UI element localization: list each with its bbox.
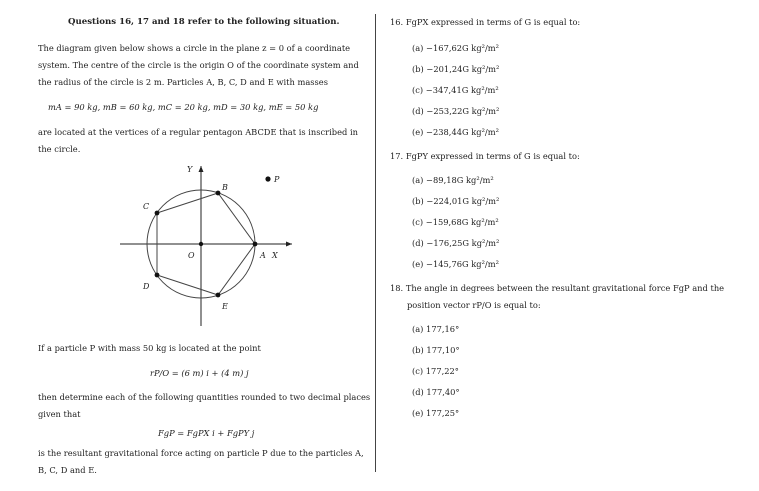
q18-option-a: (a) 177,16° — [412, 324, 460, 334]
q17-option-d: (d) −176,25G kg²/m² — [412, 238, 500, 248]
q16-option-d: (d) −253,22G kg²/m² — [412, 106, 500, 116]
y-axis-arrow-icon — [199, 166, 204, 172]
vertex-a — [253, 242, 258, 247]
label-a: A — [260, 251, 266, 260]
vertex-c — [155, 211, 160, 216]
q18-option-b: (b) 177,10° — [412, 345, 460, 355]
q18-option-e: (e) 177,25° — [412, 408, 460, 418]
resultant-line-2: B, C, D and E. — [38, 465, 97, 475]
vertex-d — [155, 273, 160, 278]
column-divider — [375, 14, 376, 472]
q17-option-b: (b) −224,01G kg²/m² — [412, 196, 500, 206]
q18-option-c: (c) 177,22° — [412, 366, 459, 376]
q18-stem-line-2: position vector rP/O is equal to: — [407, 300, 541, 310]
q17-option-c: (c) −159,68G kg²/m² — [412, 217, 499, 227]
label-d: D — [143, 282, 150, 291]
particle-p-line: If a particle P with mass 50 kg is located at the point — [38, 343, 261, 353]
masses-line: mA = 90 kg, mB = 60 kg, mC = 20 kg, mD = 30 kg, mE = 50 kg — [48, 102, 319, 112]
q18-option-d: (d) 177,40° — [412, 387, 460, 397]
resultant-line-1: is the resultant gravitational force acting on particle P due to the particles A, — [38, 448, 364, 458]
origin-point — [199, 242, 203, 246]
intro-line-3: the radius of the circle is 2 m. Particles A, B, C, D and E with masses — [38, 77, 328, 87]
point-p — [265, 176, 270, 181]
x-axis-label: X — [272, 251, 278, 260]
origin-label: O — [188, 251, 195, 260]
q16-stem: 16. FgPX expressed in terms of G is equal to: — [390, 17, 581, 27]
point-p-label: P — [274, 175, 280, 184]
q18-stem-line-1: 18. The angle in degrees between the resultant gravitational force FgP and the — [390, 283, 725, 293]
intro-line-1: The diagram given below shows a circle in the plane z = 0 of a coordinate — [38, 43, 351, 53]
q16-option-b: (b) −201,24G kg²/m² — [412, 64, 500, 74]
force-equation: FgP = FgPX i + FgPY j — [158, 428, 255, 438]
q17-option-a: (a) −89,18G kg²/m² — [412, 175, 494, 185]
intro-line-2: system. The centre of the circle is the origin O of the coordinate system and — [38, 60, 359, 70]
section-heading: Questions 16, 17 and 18 refer to the following situation. — [68, 17, 340, 27]
determine-line-2: given that — [38, 409, 81, 419]
position-equation: rP/O = (6 m) i + (4 m) j — [150, 368, 249, 378]
label-e: E — [222, 302, 228, 311]
vertex-e — [216, 293, 221, 298]
y-axis-label: Y — [187, 165, 193, 174]
q17-stem: 17. FgPY expressed in terms of G is equal to: — [390, 151, 580, 161]
vertices-line-2: the circle. — [38, 144, 81, 154]
q16-option-a: (a) −167,62G kg²/m² — [412, 43, 499, 53]
q16-option-c: (c) −347,41G kg²/m² — [412, 85, 499, 95]
label-c: C — [143, 202, 150, 211]
vertices-line-1: are located at the vertices of a regular pentagon ABCDE that is inscribed in — [38, 127, 358, 137]
determine-line-1: then determine each of the following quantities rounded to two decimal places — [38, 392, 371, 402]
vertex-b — [216, 191, 221, 196]
x-axis-arrow-icon — [286, 242, 292, 247]
q16-option-e: (e) −238,44G kg²/m² — [412, 127, 499, 137]
label-b: B — [222, 183, 228, 192]
q17-option-e: (e) −145,76G kg²/m² — [412, 259, 499, 269]
pentagon-diagram — [110, 160, 300, 330]
